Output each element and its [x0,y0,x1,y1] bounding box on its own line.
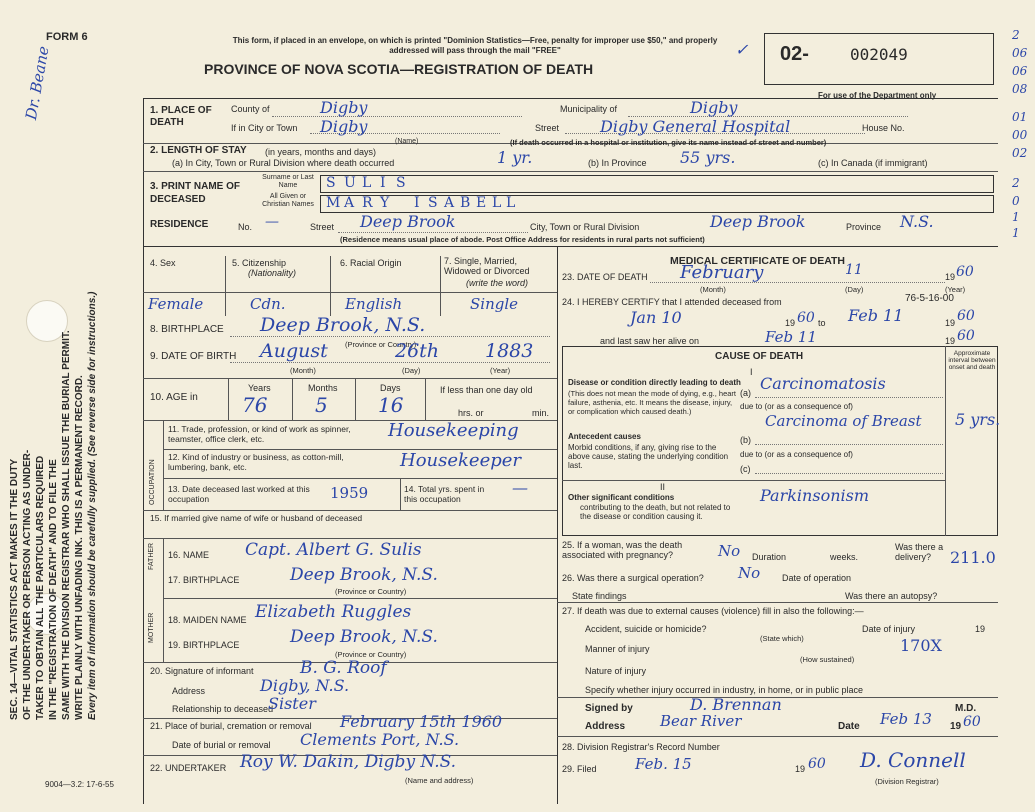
dod-year: 60 [956,264,974,280]
dod-year-prefix: 19 [945,272,956,282]
divider [945,346,946,536]
father-name-label: 16. NAME [168,550,210,560]
divider [163,420,164,510]
state-which: (State which) [760,634,804,643]
from-date: Jan 10 [630,308,682,327]
residence-note: (Residence means usual place of abode. Post Office Address for residents in rural parts not sufficient) [340,235,705,244]
code-27: 170X [900,636,942,655]
spouse-label: 15. If married give name of wife or husband of deceased [150,513,363,523]
undertaker-sub: (Name and address) [405,776,474,785]
given-letter: R [362,195,373,211]
due-to-b: due to (or as a consequence of) [740,450,853,459]
place-note: (If death occurred in a hospital or institution, give its name instead of street and number) [510,138,827,147]
birthplace-sub: (Province or Country) [345,340,417,349]
dob-year-sub: (Year) [490,366,511,375]
father-bp: Deep Brook, N.S. [290,565,438,585]
side-code: 1 [1012,226,1020,240]
sex-label: 4. Sex [150,258,176,268]
city-value: Digby [320,117,368,136]
dod-month: February [680,262,764,283]
divider [225,256,226,316]
last-saw-value: Feb 11 [765,328,817,346]
surgical-value: No [738,564,761,582]
side-code: 02 [1012,146,1028,160]
birthplace-value: Deep Brook, N.S. [260,314,426,336]
injury-19: 19 [975,624,986,634]
sidebar-line: OF THE UNDERTAKER OR PERSON ACTING AS UNDER- [22,449,33,720]
municipality-label: Municipality of [560,104,618,114]
marital-label: 7. Single, Married, Widowed or Divorced [444,256,530,276]
citizenship-label: 5. Citizenship [232,258,287,268]
relation-label: Relationship to deceased [172,704,274,714]
mother-bp: Deep Brook, N.S. [290,627,438,647]
surname-box [320,175,994,193]
sidebar-line: WRITE PLAINLY WITH UNFADING INK. THIS IS A PERMANENT RECORD. [74,375,85,720]
divider [143,538,557,539]
divider [562,480,945,481]
field-line [272,116,522,117]
dob-day: 26th [395,340,440,362]
street-value: Digby General Hospital [600,117,791,136]
father-bp-label: 17. BIRTHPLACE [168,575,240,585]
reg-prefix: 02- [780,43,809,65]
other-label: Other significant conditions [568,493,675,502]
direct-note: (This does not mean the mode of dying, e.g., heart failure, asthenia, etc. It means the disease, injury, or complication which caused death.) [568,389,737,416]
given-letter: I [414,195,420,211]
age-years: 76 [242,393,268,417]
surname-letter: S [326,175,336,191]
signed-label: Signed by [585,703,633,714]
filed-value: Feb. 15 [635,755,692,773]
field-line [755,473,943,474]
due-to-a: due to (or as a consequence of) [740,402,853,411]
residence-street-label: Street [310,222,335,232]
pregnancy-value: No [718,542,741,560]
divider [400,478,401,510]
stay-a-label: (a) In City, Town or Rural Division where death occurred [172,158,395,168]
dept-use-label: For use of the Department only [818,91,937,100]
given-letter: A [344,195,355,211]
total-label: 14. Total yrs. spent in this occupation [404,484,485,504]
divider [228,378,229,420]
sex-value: Female [148,295,204,313]
field-line [338,232,528,233]
surname-label: Surname or Last Name [262,174,314,189]
divider [163,478,557,479]
certify-label: 24. I HEREBY CERTIFY that I attended deceased from [562,297,782,307]
nature-label: Nature of injury [585,666,647,676]
residence-division: Deep Brook [710,212,806,231]
side-code: 2 [1012,28,1020,42]
given-letter: Y [380,195,390,211]
residence-province: N.S. [900,212,934,231]
section-i: I [750,367,753,377]
to-19: 19 [945,318,956,328]
side-code: 00 [1012,128,1028,142]
racial-value: English [345,295,403,313]
father-name: Capt. Albert G. Sulis [245,540,422,560]
mother-prov-sub: (Province or Country) [335,650,407,659]
industry-value: Housekeeper [400,450,522,471]
stamp-value: 76-5-16-00 [905,293,954,304]
registrar-label: (Division Registrar) [875,777,939,786]
informant-sig: B. G. Roof [300,658,387,678]
county-value: Digby [320,98,368,117]
citizenship-sub: (Nationality) [248,268,297,278]
sidebar-line: SAME WITH THE DIVISION REGISTRAR WHO SHALL ISSUE THE BURIAL PERMIT. [61,330,72,720]
code-25: 211.0 [950,548,996,567]
external-label: 27. If death was due to external causes (violence) fill in also the following:— [562,606,864,616]
last-worked-label: 13. Date deceased last worked at this occupation [168,484,310,504]
undertaker-value: Roy W. Dakin, Digby N.S. [240,752,457,772]
side-code: 2 [1012,176,1020,190]
dob-day-sub: (Day) [402,366,421,375]
father-side: FATHER [148,542,155,570]
age-months: 5 [315,393,328,417]
margin-note: Dr. Beane [22,44,53,122]
cert-date: Feb 13 [880,710,932,728]
house-label: House No. [862,123,905,133]
surname-letter: L [362,175,372,191]
mother-bp-label: 19. BIRTHPLACE [168,640,240,650]
surname-letter: I [380,175,386,191]
cause-c-letter: (c) [740,464,751,474]
section-ii: II [660,482,666,492]
sidebar-line: Every item of information should be carefully supplied. (See reverse side for instructions.) [87,291,98,720]
given-letter: L [492,195,502,211]
maiden-value: Elizabeth Ruggles [255,602,412,622]
divider [163,598,557,599]
field-line [755,397,943,398]
direct-label: Disease or condition directly leading to death [568,378,741,387]
cert-19: 19 [950,721,962,732]
dod-day-sub: (Day) [845,285,864,294]
residence-no-label: No. [238,222,253,232]
father-prov-sub: (Province or Country) [335,587,407,596]
last-worked-value: 1959 [330,484,369,502]
side-code: 01 [1012,110,1028,124]
specify-label: Specify whether injury occurred in industry, in home, or in public place [585,685,863,695]
stay-c-label: (c) In Canada (if immigrant) [818,158,928,168]
years-label: Years [248,383,271,393]
surname-letter: U [344,175,356,191]
residence-province-label: Province [846,222,882,232]
burial-value: February 15th 1960 [340,712,503,731]
divider [440,256,441,316]
md-label: M.D. [955,703,977,714]
check-mark: ✓ [735,40,749,59]
days-label: Days [380,383,401,393]
divider [557,736,998,737]
to-label: to [818,318,826,328]
antecedent-label: Antecedent causes [568,432,641,441]
citizenship-value: Cdn. [250,295,286,313]
cert-date-label: Date [838,721,860,732]
from-year: 60 [797,310,815,326]
given-box [320,195,994,213]
divider [425,378,426,420]
informant-sig-label: 20. Signature of informant [150,666,254,676]
divider [143,510,557,511]
dob-month: August [260,340,328,362]
to-year: 60 [957,308,975,324]
side-code: 06 [1012,46,1028,60]
stay-b-value: 55 yrs. [680,148,736,167]
side-code: 08 [1012,82,1028,96]
stay-a-value: 1 yr. [497,148,533,167]
given-letter: E [476,195,487,211]
mail-notice: This form, if placed in an envelope, on which is printed "Dominion Statistics—Free, penalty for improper use $50," and properly addressed will pass through the mail "FREE" [232,36,718,55]
injury-date-label: Date of injury [862,624,916,634]
stay-heading: 2. LENGTH OF STAY [150,145,247,156]
given-letter: B [460,195,471,211]
record-label: 28. Division Registrar's Record Number [562,742,720,752]
undertaker-label: 22. UNDERTAKER [150,763,227,773]
sidebar-instructions [8,150,138,720]
divider [557,602,998,603]
burial-date: Clements Port, N.S. [300,730,460,749]
dod-day: 11 [845,262,863,278]
form-label: FORM 6 [46,31,88,43]
op-date-label: Date of operation [782,573,852,583]
how-label: (How sustained) [800,655,855,664]
municipality-value: Digby [690,98,738,117]
min-label: min. [532,408,550,418]
divider [143,292,557,293]
mother-side: MOTHER [148,612,155,643]
stay-sub: (in years, months and days) [265,147,377,157]
cause-heading: CAUSE OF DEATH [715,351,804,362]
filed-year: 60 [808,756,826,772]
marital-sub: (write the word) [466,278,529,288]
interval-b: 5 yrs. [955,410,1001,429]
reg-number: 002049 [850,45,908,64]
marital-value: Single [470,295,519,313]
surgical-label: 26. Was there a surgical operation? [562,573,704,583]
given-letter: S [428,195,438,211]
cause-b-letter: (b) [740,435,751,445]
pregnancy-label: 25. If a woman, was the death associated with pregnancy? [562,540,683,560]
interval-label: Approximate interval between onset and death [948,350,996,371]
cause-a: Carcinomatosis [760,374,886,393]
industry-label: 12. Kind of industry or business, as cotton-mill, lumbering, bank, etc. [168,452,344,472]
field-line [230,362,550,363]
residence-street: Deep Brook [360,212,456,231]
street-label: Street [535,123,560,133]
burial-label: 21. Place of burial, cremation or removal [150,721,312,731]
weeks-label: weeks. [830,552,859,562]
signed-value: D. Brennan [690,695,782,714]
dod-label: 23. DATE OF DEATH [562,272,648,282]
informant-address-label: Address [172,686,206,696]
county-label: County of [231,104,270,114]
place-heading: 1. PLACE OF DEATH [150,105,212,128]
cause-a-letter: (a) [740,388,751,398]
from-19: 19 [785,318,796,328]
last-saw-label: and last saw her alive on [600,336,700,346]
given-label: All Given or Christian Names [262,193,314,208]
given-letter: M [326,195,341,211]
residence-division-label: City, Town or Rural Division [530,222,640,232]
last-19: 19 [945,336,956,346]
city-label: If in City or Town [231,123,298,133]
cert-address-label: Address [585,721,626,732]
given-letter: A [444,195,455,211]
findings-label: State findings [572,591,627,601]
divider [292,378,293,420]
trade-value: Housekeeping [388,420,519,441]
divider [143,171,998,172]
divider [330,256,331,316]
duration-label: Duration [752,552,787,562]
stay-b-label: (b) In Province [588,158,647,168]
antecedent-note: Morbid conditions, if any, giving rise to the above cause, stating the underlying condition last. [568,443,729,470]
months-label: Months [308,383,338,393]
occupation-side: OCCUPATION [149,459,156,505]
filed-label: 29. Filed [562,764,597,774]
field-line [755,444,943,445]
trade-label: 11. Trade, profession, or kind of work as spinner, teamster, office clerk, etc. [168,424,351,444]
cause-b: Carcinoma of Breast [765,412,922,430]
dob-month-sub: (Month) [290,366,316,375]
autopsy-label: Was there an autopsy? [845,591,938,601]
hrs-label: hrs. or [458,408,484,418]
dod-month-sub: (Month) [700,285,726,294]
dod-year-sub: (Year) [945,285,966,294]
divider [143,246,998,247]
burial-date-label: Date of burial or removal [172,740,271,750]
manner-label: Manner of injury [585,644,650,654]
other-note: contributing to the death, but not related to the disease or condition causing it. [580,503,731,521]
surname-letter: S [396,175,406,191]
side-code: 0 [1012,194,1020,208]
dob-label: 9. DATE OF BIRTH [150,351,237,362]
name-sub: (Name) [395,138,419,145]
to-date: Feb 11 [848,306,904,325]
side-code: 06 [1012,64,1028,78]
field-line [230,336,550,337]
sidebar-line: IN THE "REGISTRATION OF DEATH" AND TO FILE THE [48,459,59,720]
age-label: 10. AGE in [150,392,198,403]
page-title: PROVINCE OF NOVA SCOTIA—REGISTRATION OF DEATH [204,61,594,77]
divider [355,378,356,420]
divider [143,98,998,99]
cert-address: Bear River [660,712,742,730]
residence-no: — [265,214,279,230]
form-left-border [143,98,144,804]
column-divider [557,246,558,804]
cert-year: 60 [963,714,981,730]
accident-label: Accident, suicide or homicide? [585,624,707,634]
racial-label: 6. Racial Origin [340,258,402,268]
last-year: 60 [957,328,975,344]
delivery-label: Was there a delivery? [895,542,944,562]
name-heading: 3. PRINT NAME OF DECEASED [150,181,241,205]
less-label: If less than one day old [440,385,533,395]
maiden-label: 18. MAIDEN NAME [168,615,247,625]
divider [143,378,557,379]
sidebar-line: SEC. 14—VITAL STATISTICS ACT MAKES IT THE DUTY [9,458,20,720]
informant-address: Digby, N.S. [260,676,350,695]
sidebar-line: TAKER TO OBTAIN ALL THE PARTICULARS REQUIRED [35,455,46,720]
side-code: 1 [1012,210,1020,224]
total-value: — [512,478,528,497]
birthplace-label: 8. BIRTHPLACE [150,324,224,335]
age-days: 16 [378,393,404,417]
residence-label: RESIDENCE [150,219,209,230]
divider [163,538,164,662]
form-code: 9004—3.2: 17-6-55 [45,780,114,789]
filed-19: 19 [795,764,806,774]
dob-year: 1883 [485,340,534,362]
cause-ii: Parkinsonism [760,486,869,505]
relation-value: Sister [268,694,316,713]
medical-heading: MEDICAL CERTIFICATE OF DEATH [670,255,845,267]
given-letter: L [506,195,516,211]
registrar-sig: D. Connell [860,748,966,772]
